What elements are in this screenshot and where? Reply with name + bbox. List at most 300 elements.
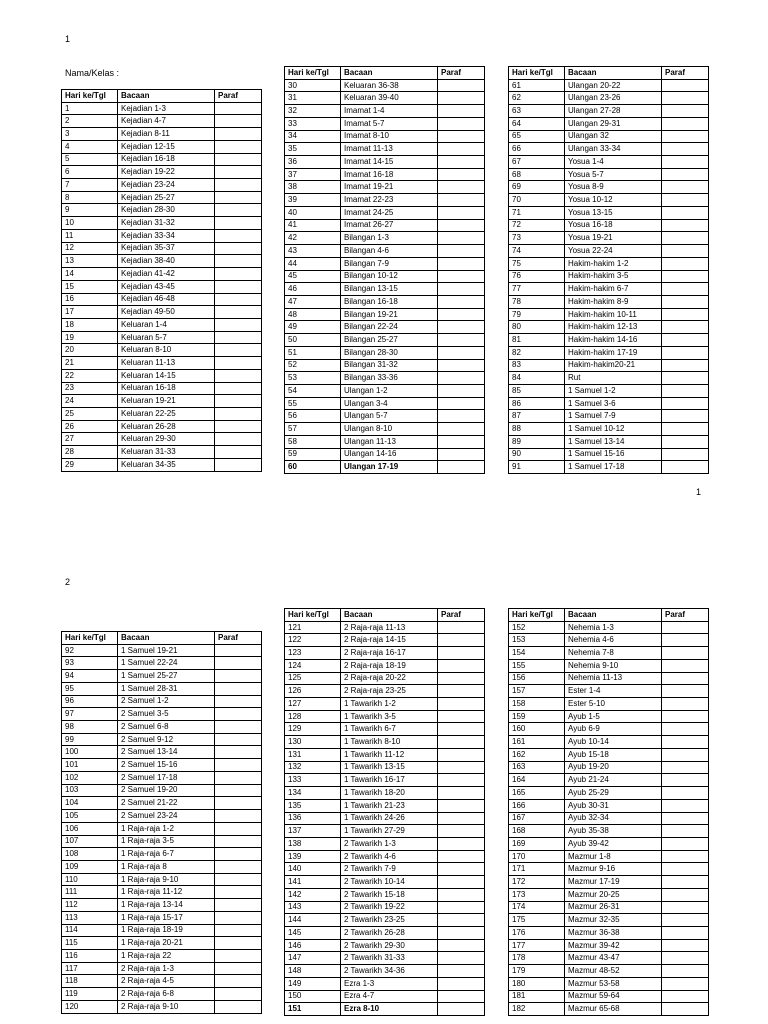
- table-row: [509, 952, 709, 965]
- initial-cell[interactable]: [215, 306, 262, 319]
- table-row: [62, 924, 262, 937]
- initial-cell[interactable]: [438, 130, 485, 143]
- initial-cell[interactable]: [438, 143, 485, 156]
- table-row: [285, 384, 485, 397]
- initial-cell[interactable]: [438, 837, 485, 850]
- initial-cell[interactable]: [215, 344, 262, 357]
- initial-cell[interactable]: [438, 710, 485, 723]
- reading-cell: Keluaran 22-25: [118, 407, 215, 420]
- initial-cell[interactable]: [438, 245, 485, 258]
- initial-cell[interactable]: [662, 914, 709, 927]
- table-row: [285, 461, 485, 474]
- initial-cell[interactable]: [662, 181, 709, 194]
- initial-cell[interactable]: [662, 621, 709, 634]
- initial-cell[interactable]: [662, 143, 709, 156]
- initial-cell[interactable]: [662, 423, 709, 436]
- table-row: [285, 156, 485, 169]
- initial-cell[interactable]: [215, 331, 262, 344]
- initial-cell[interactable]: [438, 270, 485, 283]
- initial-cell[interactable]: [215, 217, 262, 230]
- initial-cell[interactable]: [215, 395, 262, 408]
- reading-cell: Keluaran 26-28: [118, 420, 215, 433]
- initial-cell[interactable]: [215, 848, 262, 861]
- table-row: [62, 280, 262, 293]
- initial-cell[interactable]: [215, 835, 262, 848]
- reading-cell: Mazmur 53-58: [565, 977, 662, 990]
- initial-cell[interactable]: [215, 407, 262, 420]
- initial-cell[interactable]: [215, 822, 262, 835]
- table-row: [285, 423, 485, 436]
- initial-cell[interactable]: [662, 748, 709, 761]
- initial-cell[interactable]: [438, 372, 485, 385]
- initial-cell[interactable]: [215, 975, 262, 988]
- day-cell: 33: [285, 117, 341, 130]
- table-row: [285, 372, 485, 385]
- day-cell: 101: [62, 759, 118, 772]
- day-cell: 103: [62, 784, 118, 797]
- initial-cell[interactable]: [215, 179, 262, 192]
- initial-cell[interactable]: [438, 621, 485, 634]
- initial-cell[interactable]: [662, 308, 709, 321]
- day-cell: 49: [285, 321, 341, 334]
- initial-cell[interactable]: [438, 79, 485, 92]
- initial-cell[interactable]: [662, 901, 709, 914]
- initial-cell[interactable]: [662, 965, 709, 978]
- initial-cell[interactable]: [438, 257, 485, 270]
- initial-cell[interactable]: [662, 926, 709, 939]
- initial-cell[interactable]: [438, 448, 485, 461]
- initial-cell[interactable]: [662, 168, 709, 181]
- day-cell: 159: [509, 710, 565, 723]
- table-row: [285, 117, 485, 130]
- table-row: [285, 232, 485, 245]
- initial-cell[interactable]: [662, 410, 709, 423]
- initial-cell[interactable]: [438, 346, 485, 359]
- reading-cell: Nehemia 1-3: [565, 621, 662, 634]
- initial-cell[interactable]: [438, 117, 485, 130]
- initial-cell[interactable]: [438, 825, 485, 838]
- initial-cell[interactable]: [662, 977, 709, 990]
- initial-cell[interactable]: [662, 448, 709, 461]
- initial-cell[interactable]: [215, 102, 262, 115]
- initial-cell[interactable]: [438, 1003, 485, 1016]
- initial-cell[interactable]: [215, 280, 262, 293]
- day-cell: 59: [285, 448, 341, 461]
- day-cell: 74: [509, 245, 565, 258]
- table-row: [285, 79, 485, 92]
- day-cell: 143: [285, 901, 341, 914]
- initial-cell[interactable]: [662, 194, 709, 207]
- table-row: [285, 634, 485, 647]
- reading-cell: Keluaran 8-10: [118, 344, 215, 357]
- initial-cell[interactable]: [215, 191, 262, 204]
- initial-cell[interactable]: [215, 924, 262, 937]
- reading-cell: 2 Tawarikh 29-30: [341, 939, 438, 952]
- initial-cell[interactable]: [215, 115, 262, 128]
- reading-cell: 2 Tawarikh 7-9: [341, 863, 438, 876]
- day-cell: 44: [285, 257, 341, 270]
- initial-cell[interactable]: [438, 761, 485, 774]
- initial-cell[interactable]: [662, 117, 709, 130]
- initial-cell[interactable]: [438, 105, 485, 118]
- initial-cell[interactable]: [438, 914, 485, 927]
- initial-cell[interactable]: [662, 283, 709, 296]
- reading-cell: Imamat 14-15: [341, 156, 438, 169]
- reading-cell: Imamat 22-23: [341, 194, 438, 207]
- initial-cell[interactable]: [438, 888, 485, 901]
- initial-cell[interactable]: [438, 952, 485, 965]
- initial-cell[interactable]: [662, 698, 709, 711]
- initial-cell[interactable]: [438, 232, 485, 245]
- reading-cell: Ulangan 33-34: [565, 143, 662, 156]
- initial-cell[interactable]: [662, 257, 709, 270]
- initial-cell[interactable]: [438, 748, 485, 761]
- initial-cell[interactable]: [215, 446, 262, 459]
- initial-cell[interactable]: [438, 168, 485, 181]
- initial-cell[interactable]: [438, 283, 485, 296]
- initial-cell[interactable]: [215, 962, 262, 975]
- initial-cell[interactable]: [215, 759, 262, 772]
- table-row: [285, 965, 485, 978]
- initial-cell[interactable]: [662, 156, 709, 169]
- initial-cell[interactable]: [215, 682, 262, 695]
- initial-cell[interactable]: [662, 952, 709, 965]
- day-cell: 62: [509, 92, 565, 105]
- day-cell: 71: [509, 206, 565, 219]
- initial-cell[interactable]: [438, 423, 485, 436]
- initial-cell[interactable]: [662, 359, 709, 372]
- initial-cell[interactable]: [438, 308, 485, 321]
- reading-cell: Nehemia 7-8: [565, 647, 662, 660]
- reading-cell: Imamat 1-4: [341, 105, 438, 118]
- day-cell: 157: [509, 685, 565, 698]
- table-row: [285, 283, 485, 296]
- reading-cell: 1 Raja-raja 3-5: [118, 835, 215, 848]
- day-cell: 57: [285, 423, 341, 436]
- reading-cell: 2 Samuel 21-22: [118, 797, 215, 810]
- reading-cell: Keluaran 36-38: [341, 79, 438, 92]
- initial-cell[interactable]: [662, 774, 709, 787]
- day-cell: 180: [509, 977, 565, 990]
- reading-cell: Bilangan 31-32: [341, 359, 438, 372]
- reading-cell: Ulangan 29-31: [565, 117, 662, 130]
- initial-cell[interactable]: [215, 644, 262, 657]
- initial-cell[interactable]: [438, 736, 485, 749]
- header-day: Hari ke/Tgl: [285, 67, 341, 80]
- initial-cell[interactable]: [215, 420, 262, 433]
- day-cell: 48: [285, 308, 341, 321]
- reading-cell: 1 Samuel 19-21: [118, 644, 215, 657]
- day-cell: 45: [285, 270, 341, 283]
- initial-cell[interactable]: [662, 92, 709, 105]
- initial-cell[interactable]: [438, 698, 485, 711]
- table-row: [509, 837, 709, 850]
- header-day: Hari ke/Tgl: [62, 632, 118, 645]
- initial-cell[interactable]: [215, 242, 262, 255]
- initial-cell[interactable]: [438, 206, 485, 219]
- day-cell: 104: [62, 797, 118, 810]
- initial-cell[interactable]: [215, 128, 262, 141]
- table-row: [509, 321, 709, 334]
- day-cell: 123: [285, 647, 341, 660]
- initial-cell[interactable]: [215, 318, 262, 331]
- initial-cell[interactable]: [215, 937, 262, 950]
- initial-cell[interactable]: [215, 153, 262, 166]
- initial-cell[interactable]: [662, 888, 709, 901]
- initial-cell[interactable]: [215, 255, 262, 268]
- table-row: [285, 698, 485, 711]
- reading-cell: Imamat 26-27: [341, 219, 438, 232]
- day-cell: 92: [62, 644, 118, 657]
- initial-cell[interactable]: [215, 166, 262, 179]
- day-cell: 106: [62, 822, 118, 835]
- header-reading: Bacaan: [565, 609, 662, 622]
- day-cell: 122: [285, 634, 341, 647]
- initial-cell[interactable]: [215, 746, 262, 759]
- initial-cell[interactable]: [662, 105, 709, 118]
- initial-cell[interactable]: [438, 876, 485, 889]
- initial-cell[interactable]: [215, 657, 262, 670]
- initial-cell[interactable]: [662, 245, 709, 258]
- reading-cell: 2 Samuel 17-18: [118, 771, 215, 784]
- initial-cell[interactable]: [215, 229, 262, 242]
- initial-cell[interactable]: [215, 458, 262, 471]
- initial-cell[interactable]: [662, 939, 709, 952]
- initial-cell[interactable]: [662, 346, 709, 359]
- table-row: [62, 670, 262, 683]
- day-cell: 80: [509, 321, 565, 334]
- initial-cell[interactable]: [215, 733, 262, 746]
- initial-cell[interactable]: [438, 435, 485, 448]
- table-row: [509, 672, 709, 685]
- table-row: [285, 308, 485, 321]
- initial-cell[interactable]: [662, 634, 709, 647]
- initial-cell[interactable]: [215, 886, 262, 899]
- reading-cell: 2 Raja-raja 11-13: [341, 621, 438, 634]
- initial-cell[interactable]: [215, 433, 262, 446]
- initial-cell[interactable]: [215, 369, 262, 382]
- initial-cell[interactable]: [215, 860, 262, 873]
- initial-cell[interactable]: [662, 219, 709, 232]
- reading-cell: 2 Samuel 23-24: [118, 810, 215, 823]
- table-row: [62, 835, 262, 848]
- initial-cell[interactable]: [215, 949, 262, 962]
- initial-cell[interactable]: [438, 672, 485, 685]
- table-row: [509, 621, 709, 634]
- table-row: [509, 232, 709, 245]
- initial-cell[interactable]: [215, 797, 262, 810]
- initial-cell[interactable]: [662, 321, 709, 334]
- initial-cell[interactable]: [662, 850, 709, 863]
- table-row: [285, 448, 485, 461]
- initial-cell[interactable]: [438, 939, 485, 952]
- initial-cell[interactable]: [438, 410, 485, 423]
- reading-cell: Yosua 5-7: [565, 168, 662, 181]
- initial-cell[interactable]: [215, 140, 262, 153]
- reading-table-4: [61, 631, 262, 1014]
- reading-cell: 2 Raja-raja 1-3: [118, 962, 215, 975]
- initial-cell[interactable]: [662, 825, 709, 838]
- initial-cell[interactable]: [662, 990, 709, 1003]
- initial-cell[interactable]: [438, 774, 485, 787]
- initial-cell[interactable]: [215, 268, 262, 281]
- initial-cell[interactable]: [215, 204, 262, 217]
- initial-cell[interactable]: [662, 863, 709, 876]
- reading-cell: Nehemia 9-10: [565, 659, 662, 672]
- initial-cell[interactable]: [662, 372, 709, 385]
- initial-cell[interactable]: [438, 156, 485, 169]
- initial-cell[interactable]: [438, 181, 485, 194]
- initial-cell[interactable]: [438, 461, 485, 474]
- initial-cell[interactable]: [215, 988, 262, 1001]
- day-cell: 14: [62, 268, 118, 281]
- initial-cell[interactable]: [662, 685, 709, 698]
- reading-cell: Bilangan 28-30: [341, 346, 438, 359]
- table-row: [509, 219, 709, 232]
- initial-cell[interactable]: [215, 1000, 262, 1013]
- initial-cell[interactable]: [662, 837, 709, 850]
- initial-cell[interactable]: [662, 232, 709, 245]
- table-row: [62, 433, 262, 446]
- reading-cell: Hakim-hakim 17-19: [565, 346, 662, 359]
- table-row: [509, 965, 709, 978]
- initial-cell[interactable]: [438, 194, 485, 207]
- initial-cell[interactable]: [438, 850, 485, 863]
- day-cell: 116: [62, 949, 118, 962]
- table-row: [509, 723, 709, 736]
- initial-cell[interactable]: [438, 863, 485, 876]
- table-row: [285, 359, 485, 372]
- reading-cell: Kejadian 49-50: [118, 306, 215, 319]
- table-row: [62, 975, 262, 988]
- reading-cell: Kejadian 41-42: [118, 268, 215, 281]
- day-cell: 41: [285, 219, 341, 232]
- initial-cell[interactable]: [662, 710, 709, 723]
- reading-cell: Nehemia 11-13: [565, 672, 662, 685]
- initial-cell[interactable]: [438, 647, 485, 660]
- initial-cell[interactable]: [438, 384, 485, 397]
- initial-cell[interactable]: [215, 708, 262, 721]
- initial-cell[interactable]: [662, 130, 709, 143]
- initial-cell[interactable]: [438, 334, 485, 347]
- reading-cell: Hakim-hakim 14-16: [565, 334, 662, 347]
- reading-cell: 1 Raja-raja 18-19: [118, 924, 215, 937]
- initial-cell[interactable]: [662, 761, 709, 774]
- initial-cell[interactable]: [438, 634, 485, 647]
- reading-cell: Ulangan 14-16: [341, 448, 438, 461]
- initial-cell[interactable]: [662, 812, 709, 825]
- day-cell: 158: [509, 698, 565, 711]
- initial-cell[interactable]: [438, 295, 485, 308]
- initial-cell[interactable]: [662, 435, 709, 448]
- initial-cell[interactable]: [438, 397, 485, 410]
- reading-cell: Ulangan 3-4: [341, 397, 438, 410]
- table-row: [509, 939, 709, 952]
- reading-cell: Ayub 19-20: [565, 761, 662, 774]
- day-cell: 181: [509, 990, 565, 1003]
- day-cell: 113: [62, 911, 118, 924]
- table-row: [509, 245, 709, 258]
- table-row: [509, 105, 709, 118]
- initial-cell[interactable]: [215, 721, 262, 734]
- initial-cell[interactable]: [438, 990, 485, 1003]
- table-row: [509, 787, 709, 800]
- day-cell: 126: [285, 685, 341, 698]
- initial-cell[interactable]: [438, 977, 485, 990]
- reading-cell: Mazmur 1-8: [565, 850, 662, 863]
- reading-cell: Keluaran 14-15: [118, 369, 215, 382]
- initial-cell[interactable]: [662, 384, 709, 397]
- initial-cell[interactable]: [438, 926, 485, 939]
- day-cell: 79: [509, 308, 565, 321]
- reading-cell: 1 Tawarikh 6-7: [341, 723, 438, 736]
- initial-cell[interactable]: [438, 359, 485, 372]
- initial-cell[interactable]: [438, 659, 485, 672]
- reading-cell: Imamat 8-10: [341, 130, 438, 143]
- initial-cell[interactable]: [438, 901, 485, 914]
- day-cell: 153: [509, 634, 565, 647]
- table-row: [62, 937, 262, 950]
- initial-cell[interactable]: [215, 357, 262, 370]
- initial-cell[interactable]: [215, 873, 262, 886]
- initial-cell[interactable]: [438, 787, 485, 800]
- initial-cell[interactable]: [438, 321, 485, 334]
- initial-cell[interactable]: [215, 670, 262, 683]
- initial-cell[interactable]: [438, 219, 485, 232]
- initial-cell[interactable]: [438, 685, 485, 698]
- initial-cell[interactable]: [215, 771, 262, 784]
- initial-cell[interactable]: [662, 647, 709, 660]
- day-cell: 144: [285, 914, 341, 927]
- table-row: [285, 710, 485, 723]
- initial-cell[interactable]: [438, 723, 485, 736]
- initial-cell[interactable]: [662, 79, 709, 92]
- reading-cell: 1 Samuel 28-31: [118, 682, 215, 695]
- initial-cell[interactable]: [438, 812, 485, 825]
- initial-cell[interactable]: [438, 92, 485, 105]
- initial-cell[interactable]: [662, 295, 709, 308]
- initial-cell[interactable]: [215, 810, 262, 823]
- initial-cell[interactable]: [662, 206, 709, 219]
- initial-cell[interactable]: [662, 270, 709, 283]
- initial-cell[interactable]: [662, 876, 709, 889]
- initial-cell[interactable]: [662, 659, 709, 672]
- day-cell: 89: [509, 435, 565, 448]
- reading-cell: Bilangan 19-21: [341, 308, 438, 321]
- initial-cell[interactable]: [438, 965, 485, 978]
- table-row: [285, 914, 485, 927]
- initial-cell[interactable]: [215, 695, 262, 708]
- initial-cell[interactable]: [215, 382, 262, 395]
- initial-cell[interactable]: [438, 799, 485, 812]
- table-row: [62, 886, 262, 899]
- reading-cell: 1 Tawarikh 1-2: [341, 698, 438, 711]
- initial-cell[interactable]: [662, 787, 709, 800]
- initial-cell[interactable]: [215, 899, 262, 912]
- day-cell: 163: [509, 761, 565, 774]
- initial-cell[interactable]: [662, 334, 709, 347]
- initial-cell[interactable]: [215, 784, 262, 797]
- initial-cell[interactable]: [215, 911, 262, 924]
- initial-cell[interactable]: [662, 672, 709, 685]
- initial-cell[interactable]: [662, 799, 709, 812]
- initial-cell[interactable]: [215, 293, 262, 306]
- initial-cell[interactable]: [662, 1003, 709, 1016]
- initial-cell[interactable]: [662, 461, 709, 474]
- initial-cell[interactable]: [662, 723, 709, 736]
- initial-cell[interactable]: [662, 736, 709, 749]
- initial-cell[interactable]: [662, 397, 709, 410]
